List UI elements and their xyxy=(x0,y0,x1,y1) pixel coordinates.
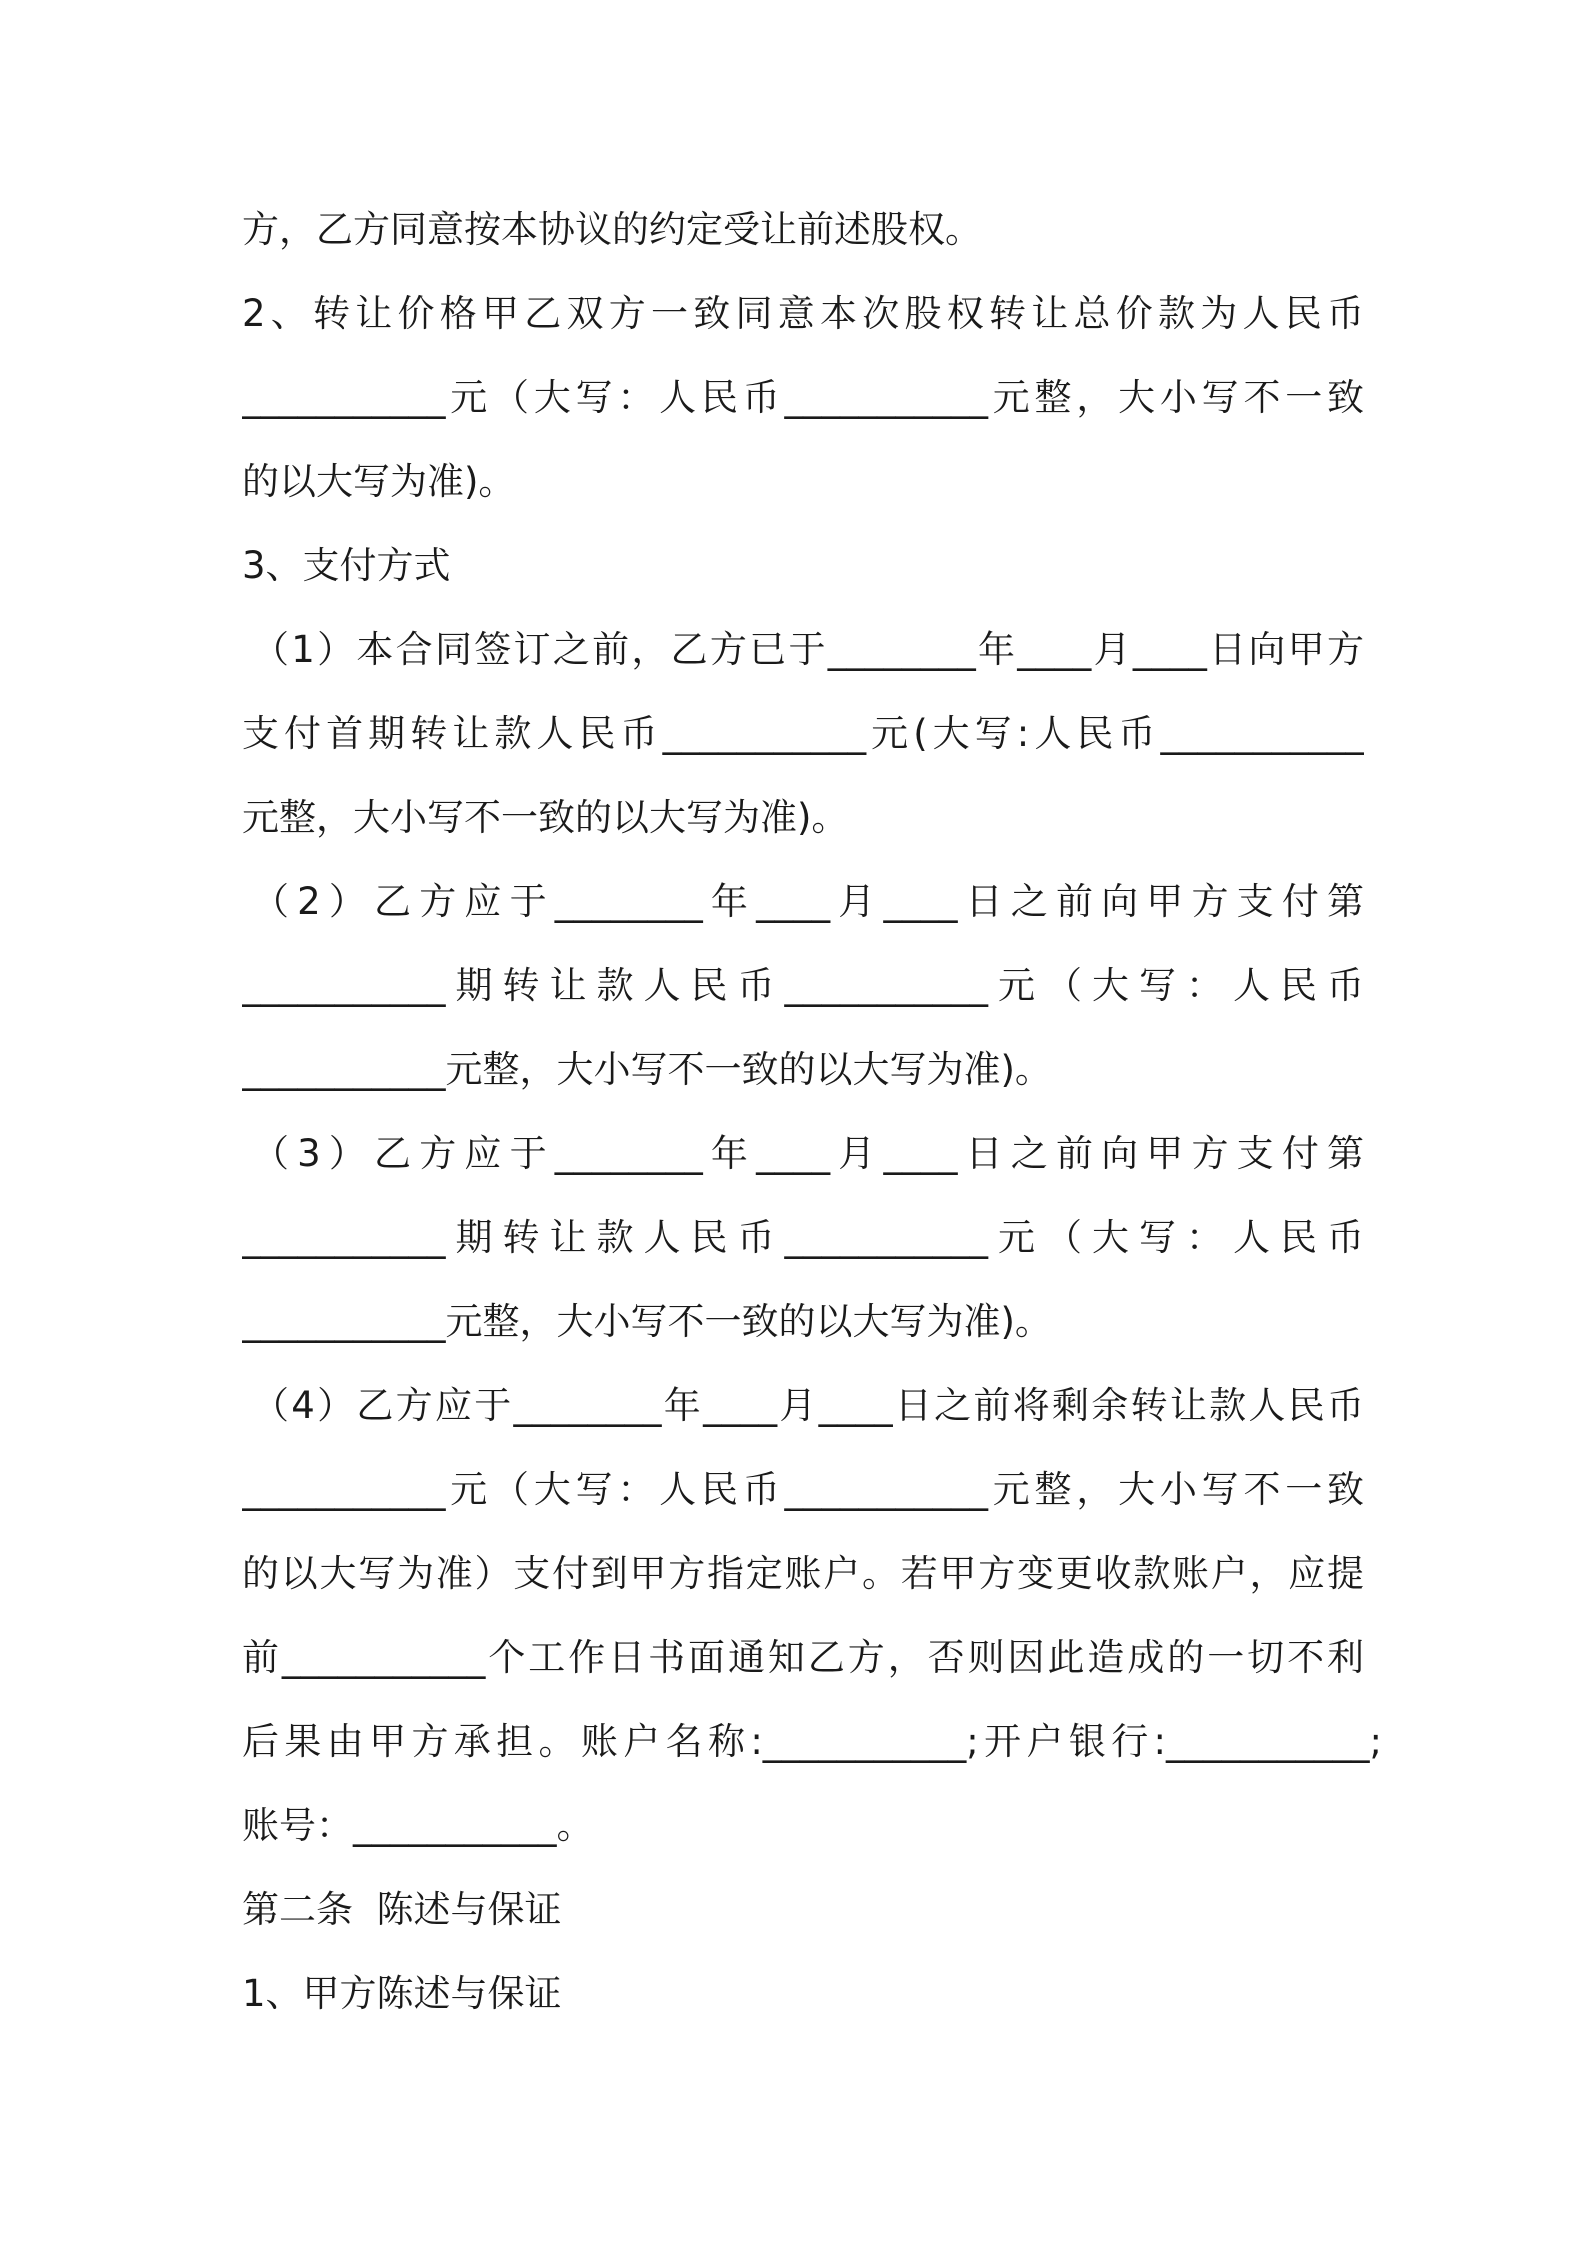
text-line: 元整，大小写不一致的以大写为准)。 xyxy=(242,796,849,839)
text-line: （3）乙方应于________年____月____日之前向甲方支付第 xyxy=(252,1132,1364,1175)
text-line: ___________期转让款人民币___________元（大写：人民币 xyxy=(242,964,1364,1007)
text-line: 的以大写为准）支付到甲方指定账户。若甲方变更收款账户，应提 xyxy=(242,1552,1364,1595)
text-line: ___________元（大写：人民币___________元整，大小写不一致 xyxy=(242,376,1364,419)
text-line: （1）本合同签订之前，乙方已于________年____月____日向甲方 xyxy=(252,628,1364,671)
text-line: （4）乙方应于________年____月____日之前将剩余转让款人民币 xyxy=(252,1384,1364,1427)
section-heading: 3、支付方式 xyxy=(242,544,451,587)
section-heading: 1、甲方陈述与保证 xyxy=(242,1972,562,2015)
text-line: ___________元整，大小写不一致的以大写为准)。 xyxy=(242,1300,1052,1343)
text-line: ___________元（大写：人民币___________元整，大小写不一致 xyxy=(242,1468,1364,1511)
text-line: 账号：___________。 xyxy=(242,1804,594,1847)
text-line: ___________期转让款人民币___________元（大写：人民币 xyxy=(242,1216,1364,1259)
text-line: ___________元整，大小写不一致的以大写为准)。 xyxy=(242,1048,1052,1091)
text-line: 方，乙方同意按本协议的约定受让前述股权。 xyxy=(242,208,982,251)
article-heading: 第二条 陈述与保证 xyxy=(242,1888,562,1931)
text-line: 后果由甲方承担。账户名称:___________;开户银行:___________; xyxy=(242,1720,1382,1763)
text-line: （2）乙方应于________年____月____日之前向甲方支付第 xyxy=(252,880,1364,923)
text-line: 前___________个工作日书面通知乙方，否则因此造成的一切不利 xyxy=(242,1636,1364,1679)
text-line: 的以大写为准)。 xyxy=(242,460,516,503)
text-line: 支付首期转让款人民币___________元(大写:人民币___________ xyxy=(242,712,1364,755)
text-line: 2、转让价格甲乙双方一致同意本次股权转让总价款为人民币 xyxy=(242,292,1364,335)
